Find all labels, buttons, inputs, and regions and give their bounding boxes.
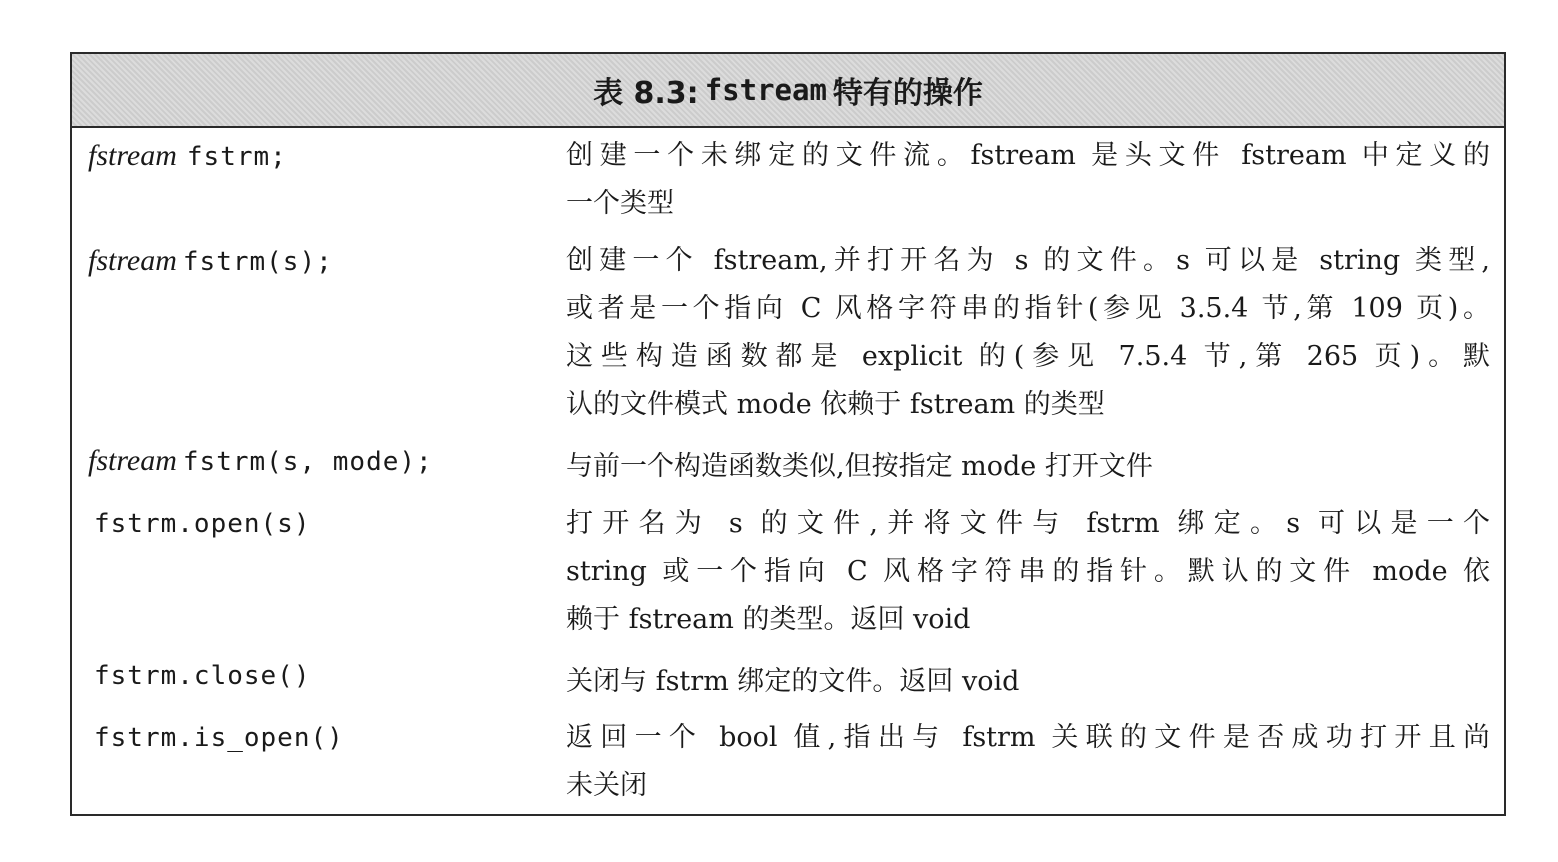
operation-cell	[94, 652, 311, 700]
op-code: fstrm.open(s)	[94, 509, 311, 539]
fstream-operations-table	[70, 52, 1506, 816]
operation-cell	[88, 237, 333, 286]
description-line: 打开名为 s 的文件,并将文件与 fstrm 绑定。s 可以是一个	[566, 508, 1490, 539]
description-cell	[566, 132, 1490, 228]
description-line: 赖于 fstream 的类型。返回 void	[566, 604, 971, 635]
op-code: fstrm.close()	[94, 661, 311, 691]
op-type-italic: fstream	[88, 244, 177, 277]
description-line: 或者是一个指向 C 风格字符串的指针(参见 3.5.4 节,第 109 页)。	[566, 293, 1490, 324]
operation-cell	[94, 714, 344, 762]
description-line: 返回一个 bool 值,指出与 fstrm 关联的文件是否成功打开且尚	[566, 722, 1490, 753]
op-code: fstrm.is_open()	[94, 723, 344, 753]
caption-prefix: 表 8.3:	[593, 76, 699, 111]
description-line: 创建一个 fstream,并打开名为 s 的文件。s 可以是 string 类型,	[566, 245, 1490, 276]
op-code: fstrm;	[186, 142, 287, 172]
description-line: 未关闭	[566, 770, 647, 801]
description-line: 一个类型	[566, 188, 674, 219]
operation-cell	[88, 437, 433, 486]
table-caption	[72, 54, 1504, 128]
description-line: 关闭与 fstrm 绑定的文件。返回 void	[566, 666, 1020, 697]
op-type-italic: fstream	[88, 444, 177, 477]
description-line: 这些构造函数都是 explicit 的(参见 7.5.4 节,第 265 页)。默	[566, 341, 1490, 372]
description-cell	[566, 237, 1490, 429]
operation-cell	[88, 132, 287, 181]
description-cell	[566, 658, 1490, 706]
op-type-italic: fstream	[88, 139, 177, 172]
op-code: fstrm(s);	[182, 247, 333, 277]
description-cell	[566, 714, 1490, 810]
caption-code: fstream	[704, 73, 827, 107]
description-cell	[566, 443, 1490, 491]
description-line: 与前一个构造函数类似,但按指定 mode 打开文件	[566, 451, 1153, 482]
description-cell	[566, 500, 1490, 644]
description-line: string 或一个指向 C 风格字符串的指针。默认的文件 mode 依	[566, 556, 1490, 587]
operation-cell	[94, 500, 311, 548]
caption-suffix: 特有的操作	[832, 76, 983, 111]
op-code: fstrm(s, mode);	[182, 447, 433, 477]
description-line: 认的文件模式 mode 依赖于 fstream 的类型	[566, 389, 1105, 420]
description-line: 创建一个未绑定的文件流。fstream 是头文件 fstream 中定义的	[566, 140, 1490, 171]
